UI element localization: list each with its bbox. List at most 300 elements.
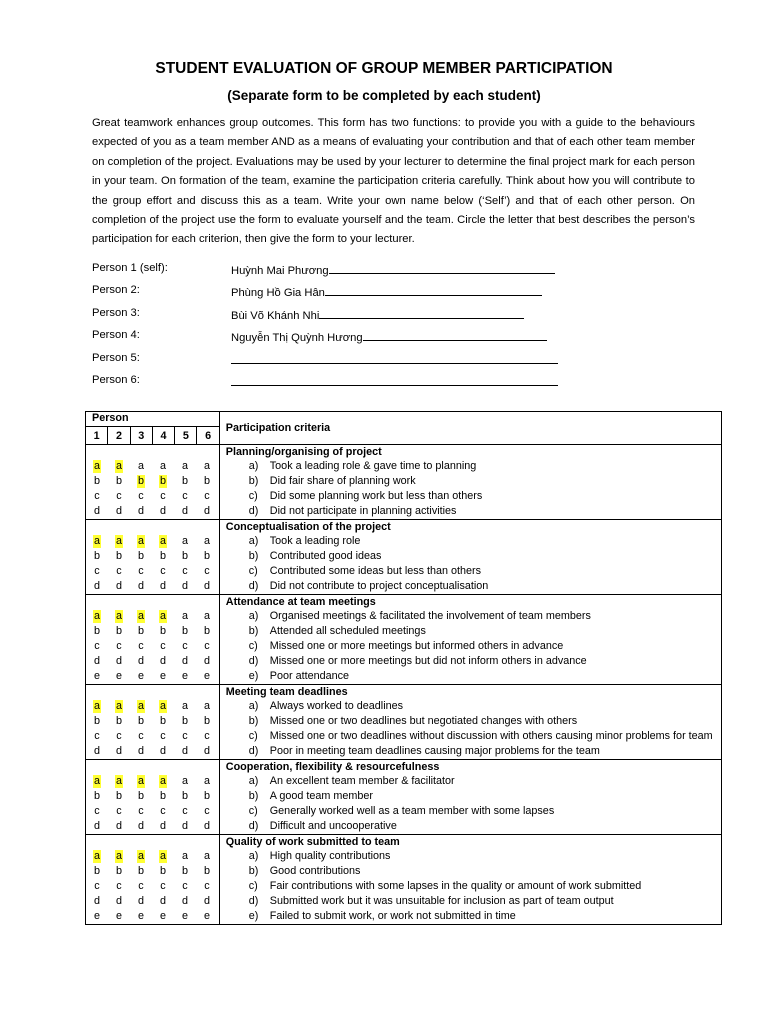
criterion-options [220,774,721,834]
criterion-options [220,609,721,684]
rating-column-person-1 [86,849,108,924]
rating-letter[interactable]: d [115,655,122,667]
persons-list [92,262,712,396]
rating-column-person-6 [196,534,218,594]
criterion-option [220,564,721,579]
rating-letter[interactable]: a [159,460,166,472]
option-letter: a) [248,610,259,622]
person-number-header: 4 [152,427,174,445]
rating-letter[interactable]: d [115,895,122,907]
rating-letter-selected[interactable]: b [159,475,166,487]
rating-letter[interactable]: c [138,565,144,577]
rating-column-person-2 [108,774,130,834]
rating-letter[interactable]: b [181,790,188,802]
rating-letter[interactable]: e [203,910,210,922]
rating-column-person-4 [152,534,174,594]
criterion-option [220,804,721,819]
criterion-cell [219,685,721,760]
rating-column-person-4 [152,774,174,834]
criterion-option [220,789,721,804]
option-letter: b) [248,550,259,562]
rating-letter-selected[interactable]: a [93,535,100,547]
rating-letter-selected[interactable]: a [93,775,100,787]
criterion-row [86,520,722,595]
rating-letter-selected[interactable]: a [137,700,144,712]
rating-letter-selected[interactable]: a [137,610,144,622]
criterion-option [220,474,721,489]
person-row [92,307,712,329]
criterion-row [86,760,722,835]
rating-letter[interactable]: c [116,640,122,652]
rating-column-person-4 [152,459,174,519]
option-letter: c) [248,805,258,817]
rating-column-person-1 [86,534,108,594]
rating-letter[interactable]: c [182,565,188,577]
rating-letter[interactable]: b [181,550,188,562]
rating-column-person-6 [196,699,218,759]
rating-column-person-5 [174,774,196,834]
rating-letter[interactable]: d [159,655,166,667]
rating-column-person-5 [174,849,196,924]
rating-letter[interactable]: d [203,745,210,757]
rating-column-person-6 [196,459,218,519]
rating-letter[interactable]: a [181,775,188,787]
rating-letter[interactable]: b [159,715,166,727]
rating-letter[interactable]: d [203,580,210,592]
person-number-header: 5 [175,427,197,445]
rating-letter[interactable]: d [181,895,188,907]
rating-column-person-3 [130,699,152,759]
rating-letter[interactable]: c [182,880,188,892]
rating-letter[interactable]: e [137,910,144,922]
rating-letter[interactable]: b [115,625,122,637]
criterion-title: Cooperation, flexibility & resourcefulness [225,761,440,773]
rating-letter[interactable]: b [159,550,166,562]
option-letter: a) [248,775,259,787]
option-text: Attended all scheduled meetings [269,625,426,637]
rating-letter[interactable]: d [93,655,100,667]
rating-letter[interactable]: c [94,805,100,817]
option-text: Generally worked well as a team member with some lapses [269,805,555,817]
option-letter: b) [248,715,259,727]
person-label: Person 2: [92,284,140,297]
option-letter: b) [248,475,259,487]
rating-letter[interactable]: c [138,640,144,652]
option-text: Poor in meeting team deadlines causing major problems for the team [269,745,600,757]
rating-letter[interactable]: c [138,880,144,892]
criteria-table [85,411,722,925]
rating-letter[interactable]: d [137,580,144,592]
option-text: An excellent team member & facilitator [269,775,455,787]
rating-letter[interactable]: b [159,790,166,802]
rating-letter[interactable]: d [203,655,210,667]
rating-column-person-5 [174,609,196,684]
person-name-field[interactable] [231,307,524,322]
rating-letter[interactable]: e [159,670,166,682]
rating-letter[interactable]: d [159,895,166,907]
rating-letter-selected[interactable]: a [159,850,166,862]
rating-letter[interactable]: d [93,820,100,832]
rating-letter[interactable]: d [115,820,122,832]
criterion-cell [219,595,721,685]
rating-letter[interactable]: c [204,490,210,502]
rating-letter[interactable]: b [181,715,188,727]
person-number-header: 2 [108,427,130,445]
rating-letter[interactable]: a [181,610,188,622]
rating-letter[interactable]: e [93,910,100,922]
rating-letter[interactable]: a [137,460,144,472]
option-text: Missed one or more meetings but informed others in advance [269,640,564,652]
rating-letter[interactable]: b [159,625,166,637]
criterion-options [220,459,721,519]
rating-letter[interactable]: d [115,580,122,592]
rating-letter[interactable]: a [203,535,210,547]
rating-letter-selected[interactable]: a [115,535,122,547]
form-title: STUDENT EVALUATION OF GROUP MEMBER PARTICIPATION [155,60,613,77]
criterion-title: Meeting team deadlines [225,686,348,698]
person-name: Phùng Hồ Gia Hân [231,287,325,300]
rating-letter-selected[interactable]: a [115,460,122,472]
rating-column-person-3 [130,609,152,684]
rating-letter[interactable]: c [138,805,144,817]
rating-column-person-3 [130,774,152,834]
rating-letter[interactable]: a [181,850,188,862]
rating-letters-cell [86,520,220,595]
rating-letter[interactable]: c [116,730,122,742]
rating-letter[interactable]: d [115,505,122,517]
rating-letter[interactable]: a [203,610,210,622]
option-letter: b) [248,790,259,802]
option-letter: b) [248,865,259,877]
rating-letter[interactable]: b [203,550,210,562]
rating-letter[interactable]: d [181,820,188,832]
person-row [92,374,712,396]
option-text: Did not contribute to project conceptualisation [269,580,489,592]
rating-column-person-1 [86,699,108,759]
option-text: Fair contributions with some lapses in the quality or amount of work submitted [269,880,642,892]
rating-column-person-3 [130,459,152,519]
rating-letter[interactable]: b [137,715,144,727]
rating-column-person-2 [108,534,130,594]
rating-letter[interactable]: d [159,505,166,517]
rating-letter[interactable]: b [115,715,122,727]
rating-column-person-2 [108,699,130,759]
rating-letter-selected[interactable]: a [137,850,144,862]
option-letter: c) [248,880,258,892]
person-number-header: 1 [86,427,108,445]
person-name-field[interactable] [231,329,547,344]
option-letter: c) [248,490,258,502]
rating-column-person-5 [174,459,196,519]
rating-letter[interactable]: b [93,865,100,877]
option-text: Good contributions [269,865,361,877]
rating-letter[interactable]: a [203,460,210,472]
rating-letter-selected[interactable]: a [93,460,100,472]
criterion-option [220,699,721,714]
rating-letter[interactable]: c [94,730,100,742]
criterion-title: Conceptualisation of the project [225,521,391,533]
rating-letter[interactable]: d [181,505,188,517]
rating-letter-selected[interactable]: a [137,775,144,787]
rating-letter[interactable]: d [159,820,166,832]
rating-letter[interactable]: d [93,745,100,757]
criterion-option [220,819,721,834]
rating-letter[interactable]: c [160,565,166,577]
criterion-title: Planning/organising of project [225,446,382,458]
rating-letter[interactable]: c [160,730,166,742]
option-text: Contributed good ideas [269,550,382,562]
option-letter: a) [248,700,259,712]
criterion-options [220,849,721,924]
person-label: Person 3: [92,306,140,319]
rating-letter[interactable]: c [94,640,100,652]
rating-letters-cell [86,760,220,835]
criterion-option [220,504,721,519]
option-text: Poor attendance [269,670,350,682]
person-name-field[interactable] [231,262,555,277]
rating-letter[interactable]: c [116,565,122,577]
person-label: Person 5: [92,351,140,364]
rating-letter[interactable]: d [159,745,166,757]
rating-letters-cell [86,685,220,760]
rating-letter[interactable]: e [93,670,100,682]
option-letter: a) [248,850,259,862]
rating-letter[interactable]: c [182,730,188,742]
rating-letter[interactable]: c [94,490,100,502]
option-text: Contributed some ideas but less than others [269,565,482,577]
criterion-row [86,595,722,685]
option-letter: c) [248,565,258,577]
rating-letter[interactable]: c [116,490,122,502]
rating-column-person-2 [108,609,130,684]
rating-letter[interactable]: d [137,745,144,757]
rating-letter[interactable]: d [137,895,144,907]
rating-letter[interactable]: c [204,640,210,652]
rating-letter[interactable]: a [181,700,188,712]
rating-letter-selected[interactable]: a [93,850,100,862]
rating-letter-selected[interactable]: a [93,610,100,622]
name-underline [363,329,547,341]
name-underline [319,307,524,319]
rating-letter[interactable]: d [93,895,100,907]
option-text: Difficult and uncooperative [269,820,397,832]
rating-column-person-4 [152,609,174,684]
rating-letter[interactable]: c [138,730,144,742]
rating-letter[interactable]: c [116,880,122,892]
rating-letter[interactable]: c [94,565,100,577]
rating-letter[interactable]: b [181,865,188,877]
rating-letter[interactable]: a [181,460,188,472]
person-name: Huỳnh Mai Phương [231,265,329,277]
option-letter: d) [248,895,259,907]
rating-letter[interactable]: e [181,910,188,922]
criterion-option [220,534,721,549]
rating-column-person-2 [108,459,130,519]
rating-letter[interactable]: e [115,910,122,922]
rating-letter[interactable]: a [203,700,210,712]
rating-letter[interactable]: c [182,640,188,652]
rating-letter[interactable]: b [181,625,188,637]
rating-letter[interactable]: c [204,730,210,742]
rating-letter[interactable]: e [115,670,122,682]
rating-letter[interactable]: b [203,715,210,727]
rating-letter[interactable]: b [137,865,144,877]
rating-column-person-1 [86,459,108,519]
rating-letter[interactable]: d [181,580,188,592]
criterion-option [220,609,721,624]
rating-column-person-2 [108,849,130,924]
rating-letter-selected[interactable]: a [115,610,122,622]
rating-letters-cell [86,445,220,520]
rating-letter[interactable]: e [181,670,188,682]
rating-letter[interactable]: d [203,820,210,832]
rating-letter[interactable]: d [93,580,100,592]
rating-letter[interactable]: c [182,490,188,502]
criterion-row [86,835,722,925]
rating-column-person-5 [174,534,196,594]
rating-letter[interactable]: b [159,865,166,877]
rating-letter[interactable]: d [203,895,210,907]
rating-letter-selected[interactable]: a [159,610,166,622]
rating-letter[interactable]: d [137,505,144,517]
rating-column-person-1 [86,609,108,684]
person-header: Person [86,412,220,427]
criterion-option [220,579,721,594]
option-text: Organised meetings & facilitated the involvement of team members [269,610,591,622]
rating-letter[interactable]: d [137,820,144,832]
criterion-option [220,654,721,669]
rating-letter[interactable]: c [204,565,210,577]
criterion-options [220,699,721,759]
rating-letter[interactable]: b [181,475,188,487]
rating-letter[interactable]: b [115,790,122,802]
rating-letter[interactable]: b [93,550,100,562]
criterion-option [220,459,721,474]
criterion-option [220,894,721,909]
option-text: Missed one or two deadlines but negotiated changes with others [269,715,578,727]
option-text: Always worked to deadlines [269,700,404,712]
rating-column-person-6 [196,774,218,834]
rating-letter-selected[interactable]: a [159,535,166,547]
rating-letter[interactable]: c [94,880,100,892]
criterion-option [220,744,721,759]
rating-letter-selected[interactable]: a [159,775,166,787]
rating-letter[interactable]: b [93,625,100,637]
rating-letter[interactable]: d [137,655,144,667]
criterion-option [220,864,721,879]
rating-letter-selected[interactable]: a [159,700,166,712]
rating-letter[interactable]: e [137,670,144,682]
option-text: Took a leading role [269,535,361,547]
rating-letter[interactable]: d [93,505,100,517]
option-letter: d) [248,580,259,592]
rating-letter[interactable]: e [159,910,166,922]
rating-letter[interactable]: c [204,805,210,817]
rating-letter[interactable]: b [93,790,100,802]
criterion-cell [219,760,721,835]
rating-letter[interactable]: c [204,880,210,892]
person-label: Person 1 (self): [92,262,168,274]
rating-letter[interactable]: d [203,505,210,517]
rating-letter[interactable]: b [115,475,122,487]
rating-letter[interactable]: c [116,805,122,817]
rating-letters-cell [86,835,220,925]
rating-letter[interactable]: e [203,670,210,682]
rating-letter-selected[interactable]: a [115,850,122,862]
rating-letter[interactable]: d [159,580,166,592]
rating-letter-selected[interactable]: a [115,775,122,787]
rating-letter[interactable]: b [93,475,100,487]
option-letter: d) [248,745,259,757]
person-name-field[interactable] [231,374,558,389]
person-name-field[interactable] [231,352,558,367]
name-underline [231,352,558,364]
option-text: High quality contributions [269,850,391,862]
rating-letter[interactable]: d [181,655,188,667]
rating-letter[interactable]: a [181,535,188,547]
option-letter: c) [248,640,258,652]
rating-letter[interactable]: d [115,745,122,757]
criterion-row [86,445,722,520]
rating-letter[interactable]: b [203,865,210,877]
rating-column-person-6 [196,609,218,684]
criteria-header: Participation criteria [219,412,721,445]
rating-column-person-1 [86,774,108,834]
person-label: Person 4: [92,329,140,342]
rating-letter[interactable]: b [137,625,144,637]
option-letter: a) [248,535,259,547]
rating-letter[interactable]: a [203,775,210,787]
rating-letter[interactable]: c [138,490,144,502]
rating-letter[interactable]: b [93,715,100,727]
rating-letter[interactable]: c [160,880,166,892]
option-text: Missed one or two deadlines without discussion with others causing minor problems for team [269,730,713,742]
rating-letter[interactable]: b [203,790,210,802]
rating-letter[interactable]: b [115,550,122,562]
person-name-field[interactable] [231,284,542,299]
rating-letter[interactable]: b [137,550,144,562]
rating-letter[interactable]: a [203,850,210,862]
option-text: Submitted work but it was unsuitable for inclusion as part of team output [269,895,614,907]
person-number-header: 3 [130,427,152,445]
rating-letter[interactable]: b [203,475,210,487]
rating-letter-selected[interactable]: a [93,700,100,712]
rating-letter[interactable]: b [137,790,144,802]
person-name: Bùi Võ Khánh Nhi [231,309,320,322]
rating-letter[interactable]: c [182,805,188,817]
rating-column-person-6 [196,849,218,924]
name-underline [231,374,558,386]
criterion-cell [219,445,721,520]
criterion-option [220,849,721,864]
rating-letter-selected[interactable]: b [137,475,144,487]
option-letter: d) [248,655,259,667]
option-text: Took a leading role & gave time to planning [269,460,477,472]
criterion-option [220,624,721,639]
rating-column-person-4 [152,699,174,759]
option-letter: d) [248,505,259,517]
criterion-title: Attendance at team meetings [225,596,376,608]
rating-letter[interactable]: b [115,865,122,877]
rating-letter[interactable]: b [203,625,210,637]
rating-letter[interactable]: c [160,805,166,817]
rating-letter-selected[interactable]: a [137,535,144,547]
rating-letter[interactable]: c [160,640,166,652]
rating-letter-selected[interactable]: a [115,700,122,712]
rating-letter[interactable]: d [181,745,188,757]
option-letter: c) [248,730,258,742]
rating-letter[interactable]: c [160,490,166,502]
